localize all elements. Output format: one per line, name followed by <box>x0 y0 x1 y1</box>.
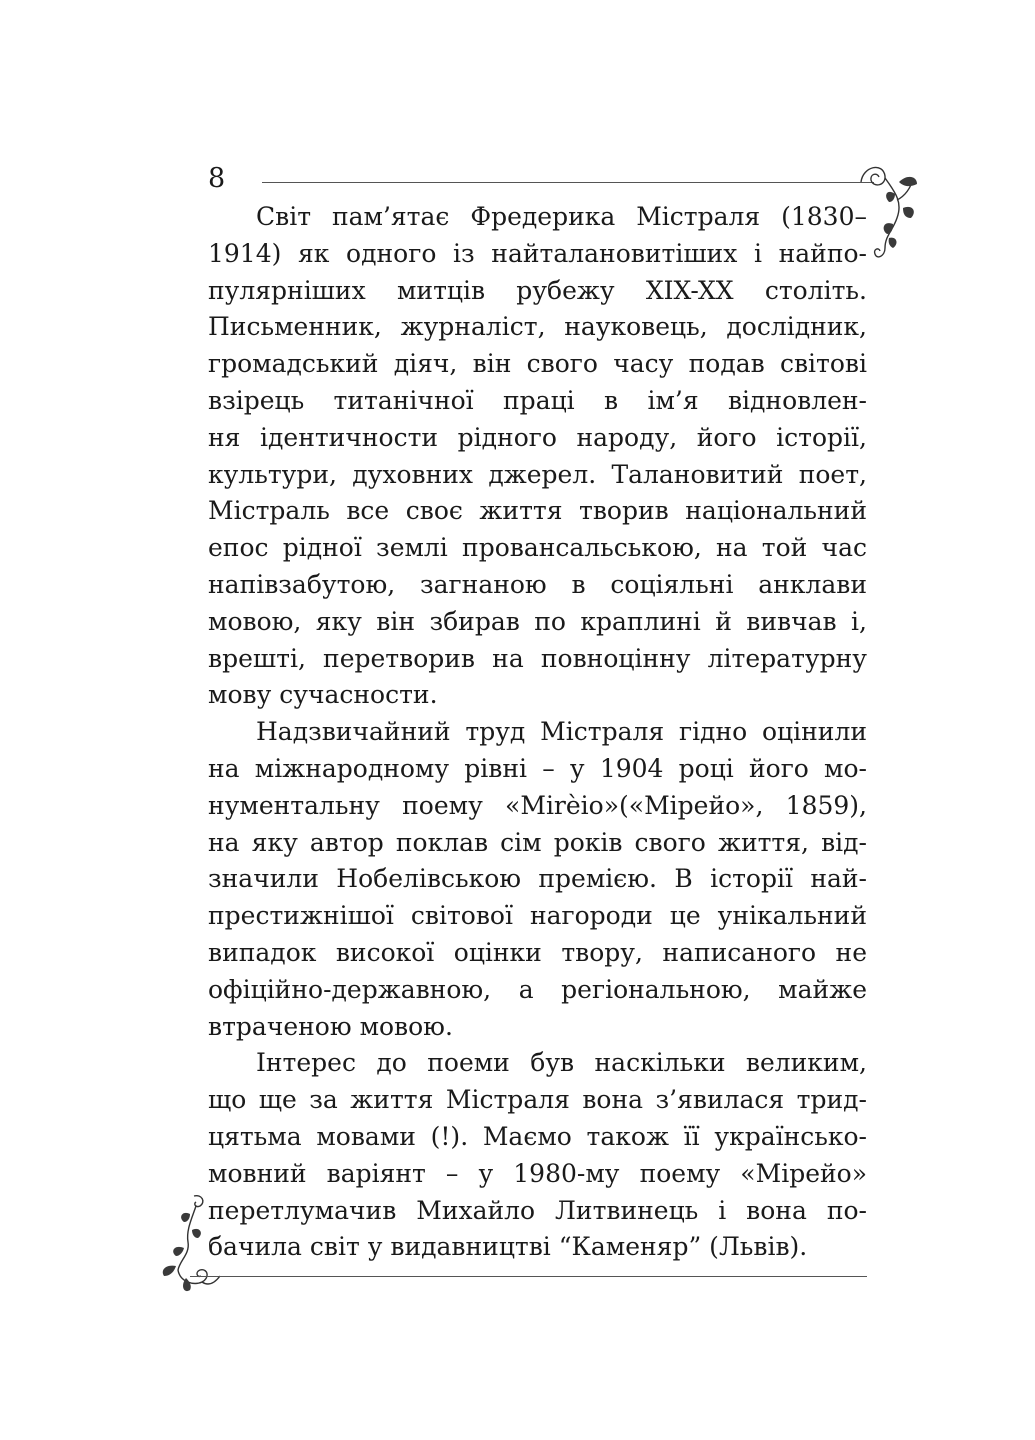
text-line: напівзабутою, загнаною в соціяльні анклави <box>208 569 867 599</box>
paragraph-2 <box>208 714 867 1045</box>
text-line: на яку автор поклав сім років свого життя, від- <box>208 827 867 857</box>
text-line: пулярніших митців рубежу XIX-XX століть. <box>208 275 867 305</box>
body-text <box>208 199 867 1266</box>
text-line: Надзвичайний труд Містраля гідно оцінили <box>256 717 867 747</box>
text-line: мову сучасности. <box>208 680 438 710</box>
text-line: взірець титанічної праці в ім’я відновлен- <box>208 385 867 415</box>
text-line: громадський діяч, він свого часу подав світові <box>208 349 867 379</box>
text-line: престижнішої світової нагороди це унікальний <box>208 901 867 931</box>
text-line: Світ пам’ятає Фредерика Містраля (1830– <box>256 202 867 231</box>
text-line: нументальну поему «Mirèio»(«Мірейо», 1859), <box>208 790 867 820</box>
text-line: перетлумачив Михайло Литвинець і вона по- <box>208 1195 867 1225</box>
text-line: офіційно-державною, а регіональною, майже <box>208 974 867 1004</box>
text-line: цятьма мовами (!). Маємо також її українсько- <box>208 1121 867 1151</box>
text-line: Письменник, журналіст, науковець, дослідник, <box>208 312 867 342</box>
text-line: епос рідної землі провансальською, на той час <box>208 533 867 563</box>
text-line: Інтерес до поеми був наскільки великим, <box>256 1048 867 1078</box>
text-line: мовний варіянт – у 1980-му поему «Мірейо» <box>208 1158 867 1188</box>
text-line: на міжнародному рівні – у 1904 році його мо- <box>208 753 867 783</box>
text-line: ня ідентичности рідного народу, його історії, <box>208 422 867 452</box>
text-line: випадок високої оцінки твору, написаного не <box>208 937 867 967</box>
text-line: значили Нобелівською премією. В історії най- <box>208 864 867 894</box>
header-rule <box>262 182 874 183</box>
paragraph-3 <box>208 1045 867 1266</box>
text-line: Містраль все своє життя творив національний <box>208 496 867 526</box>
text-line: врешті, перетворив на повноцінну літературну <box>208 643 867 673</box>
text-line: культури, духовних джерел. Талановитий поет, <box>208 459 867 489</box>
paragraph-1 <box>208 199 867 714</box>
vine-ornament-icon <box>150 1190 222 1305</box>
text-line: 1914) як одного із найталановитіших і найпо- <box>208 238 867 268</box>
page-number: 8 <box>208 163 226 194</box>
text-line: що ще за життя Містраля вона з’явилася трид- <box>208 1085 867 1115</box>
text-line: бачила світ у видавництві “Каменяр” (Львів). <box>208 1232 808 1262</box>
text-line: мовою, яку він збирав по краплині й вивчав і, <box>208 606 867 636</box>
text-line: втраченою мовою. <box>208 1011 453 1041</box>
footer-rule <box>190 1276 867 1277</box>
